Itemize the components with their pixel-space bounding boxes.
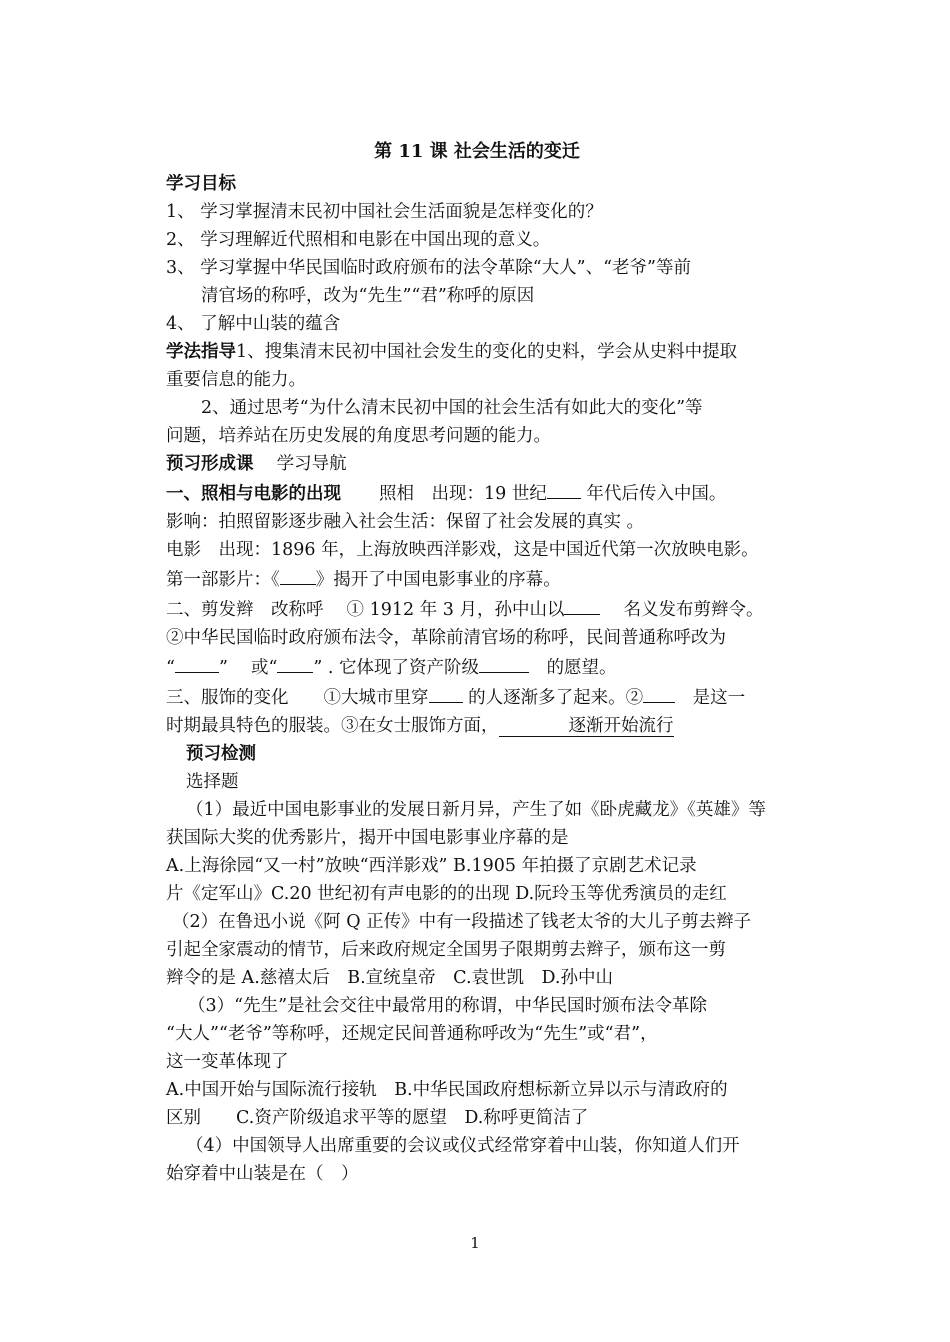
question-1-options: 片《定军山》C.20 世纪初有声电影的的出现 D.阮玲玉等优秀演员的走红: [166, 884, 727, 904]
lesson-title: 第 11 课 社会生活的变迁: [374, 141, 580, 162]
objective-item: 2、 学习理解近代照相和电影在中国出现的意义。: [166, 230, 551, 250]
question-2-text: 引起全家震动的情节，后来政府规定全国男子限期剪去辫子，颁布这一剪: [166, 940, 726, 960]
method-text: 2、通过思考“为什么清末民初中国的社会生活有如此大的变化”等: [201, 398, 703, 418]
section2-text: ” 或“: [218, 658, 278, 678]
method-heading: 学法指导: [166, 342, 236, 362]
preview-heading-bold: 预习形成课: [166, 454, 254, 474]
check-subheading: 选择题: [186, 772, 239, 792]
question-3-text: （3）“先生”是社会交往中最常用的称谓，中华民国时颁布法令革除: [188, 996, 708, 1016]
section1-heading: 一、照相与电影的出现: [166, 484, 341, 504]
section2-text: 二、剪发辫 改称呼 ① 1912 年 3 月，孙中山以: [166, 600, 565, 620]
section2-text: “: [166, 658, 175, 678]
section1-text: 》揭开了中国电影事业的序幕。: [315, 570, 561, 590]
section1-line: [166, 564, 788, 594]
section2-text: ” . 它体现了资产阶级: [313, 658, 480, 678]
objective-item: 1、 学习掌握清末民初中国社会生活面貌是怎样变化的？: [166, 202, 603, 222]
section3-text: 的人逐渐多了起来。②: [468, 688, 644, 708]
question-3-text: “大人”“老爷”等称呼，还规定民间普通称呼改为“先生”或“君”，: [166, 1024, 658, 1044]
objectives-heading: 学习目标: [166, 174, 236, 194]
section3-text: 是这一: [692, 688, 746, 708]
section3-line: [166, 712, 788, 740]
section1-line: [166, 478, 788, 508]
section3-text: 时期最具特色的服装。③在女士服饰方面，: [166, 716, 499, 736]
fill-blank[interactable]: [564, 594, 600, 615]
section2-text: ②中华民国临时政府颁布法令，革除前清官场的称呼，民间普通称呼改为: [166, 628, 726, 648]
section1-text: 影响：拍照留影逐步融入社会生活：保留了社会发展的真实 。: [166, 512, 645, 532]
question-1-text: （1）最近中国电影事业的发展日新月异，产生了如《卧虎藏龙》《英雄》等: [186, 800, 766, 820]
underlined-answer: [499, 716, 674, 737]
question-1-options: A.上海徐园“又一村”放映“西洋影戏” B.1905 年拍摄了京剧艺术记录: [166, 856, 697, 876]
question-3-options: A.中国开始与国际流行接轨 B.中华民国政府想标新立异以示与清政府的: [166, 1080, 728, 1100]
fill-blank[interactable]: [479, 652, 529, 673]
preview-heading: [166, 450, 788, 478]
preview-heading-rest: 学习导航: [276, 454, 347, 474]
fill-blank[interactable]: [429, 682, 463, 703]
method-text: 1、搜集清末民初中国社会发生的变化的史料，学会从史料中提取: [236, 342, 738, 362]
section1-text: 照相 出现：19 世纪: [379, 484, 547, 504]
section2-line: [166, 594, 788, 624]
fill-blank[interactable]: [175, 652, 219, 673]
objective-item: 3、 学习掌握中华民国临时政府颁布的法令革除“大人”、“老爷”等前: [166, 258, 691, 278]
section3-text: 三、服饰的变化 ①大城市里穿: [166, 688, 429, 708]
section2-line: [166, 652, 788, 682]
method-text: 重要信息的能力。: [166, 370, 306, 390]
fill-blank[interactable]: [277, 652, 313, 673]
question-2-options: 辫令的是 A.慈禧太后 B.宣统皇帝 C.袁世凯 D.孙中山: [166, 968, 613, 988]
section1-text: 第一部影片：《: [166, 570, 280, 590]
question-1-text: 获国际大奖的优秀影片，揭开中国电影事业序幕的是: [166, 828, 569, 848]
section2-text: 名义发布剪辫令。: [623, 600, 764, 620]
method-text: 问题，培养站在历史发展的角度思考问题的能力。: [166, 426, 551, 446]
fill-blank[interactable]: [280, 564, 316, 585]
section1-text: 电影 出现：1896 年，上海放映西洋影戏，这是中国近代第一次放映电影。: [166, 540, 759, 560]
section3-line: [166, 682, 788, 712]
fill-blank[interactable]: [547, 478, 581, 499]
page-number: 1: [470, 1234, 480, 1252]
question-4-text: 始穿着中山装是在（ ）: [166, 1164, 359, 1184]
objective-item: 4、 了解中山装的蕴含: [166, 314, 341, 334]
question-3-options: 区别 C.资产阶级追求平等的愿望 D.称呼更简洁了: [166, 1108, 589, 1128]
question-3-text: 这一变革体现了: [166, 1052, 289, 1072]
document-page: [166, 138, 788, 1188]
method-paragraph: [166, 338, 788, 366]
fill-blank[interactable]: [643, 682, 675, 703]
check-heading: 预习检测: [186, 744, 256, 764]
question-4-text: （4）中国领导人出席重要的会议或仪式经常穿着中山装，你知道人们开: [186, 1136, 740, 1156]
question-2-text: （2）在鲁迅小说《阿 Q 正传》中有一段描述了钱老太爷的大儿子剪去辫子: [172, 912, 752, 932]
section1-text: 年代后传入中国。: [586, 484, 727, 504]
objective-item-continued: 清官场的称呼，改为“先生”“君”称呼的原因: [201, 286, 535, 306]
section2-text: 的愿望。: [546, 658, 617, 678]
section3-text: 逐渐开始流行: [568, 716, 674, 736]
